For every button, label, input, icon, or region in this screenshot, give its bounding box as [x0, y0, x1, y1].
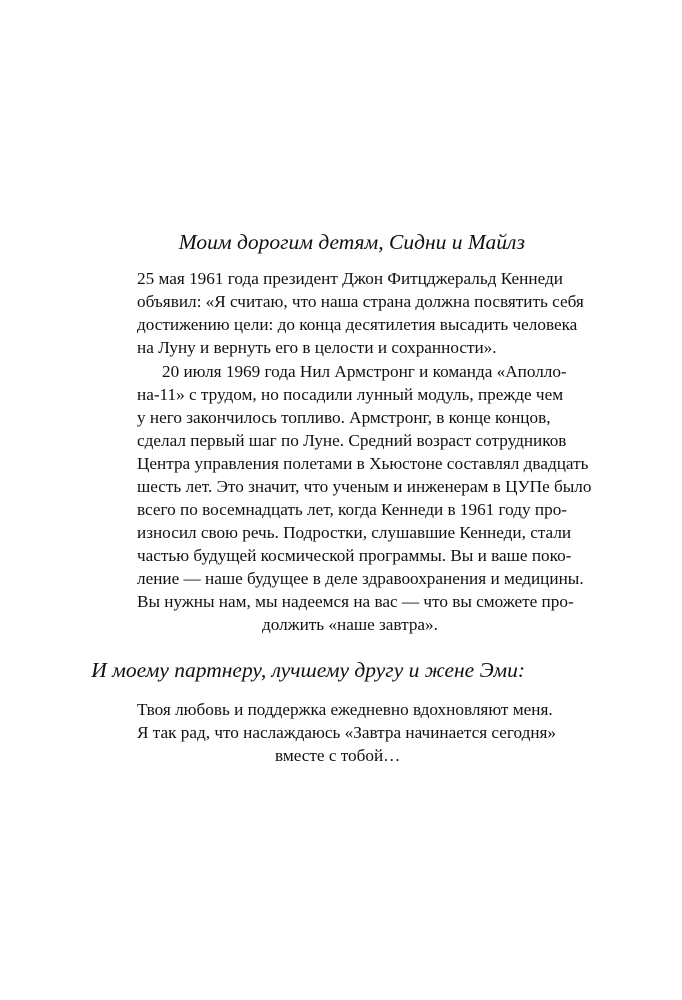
text-line: ление — наше будущее в деле здравоохранения и медицины.: [137, 569, 584, 588]
text-line: всего по восемнадцать лет, когда Кеннеди в 1961 году про-: [137, 500, 568, 519]
text-line: износил свою речь. Подростки, слушавшие Кеннеди, стали: [137, 523, 572, 542]
text-line: Вы нужны нам, мы надеемся на вас — что вы сможете про-: [137, 592, 574, 611]
text-line: на Луну и вернуть его в целости и сохранности».: [137, 338, 497, 357]
text-line: Я так рад, что наслаждаюсь «Завтра начинается сегодня»: [137, 723, 557, 742]
dedication-heading-wife: И моему партнеру, лучшему другу и жене Эми:: [91, 658, 525, 682]
text-line: сделал первый шаг по Луне. Средний возраст сотрудников: [137, 431, 567, 450]
text-line: у него закончилось топливо. Армстронг, в конце концов,: [137, 408, 551, 427]
text-line: шесть лет. Это значит, что ученым и инженерам в ЦУПе было: [137, 477, 592, 496]
text-line: достижению цели: до конца десятилетия высадить человека: [137, 315, 578, 334]
text-line: на-11» с трудом, но посадили лунный модуль, прежде чем: [137, 385, 564, 404]
text-line: 25 мая 1961 года президент Джон Фитцджеральд Кеннеди: [137, 269, 563, 288]
text-line: частью будущей космической программы. Вы и ваше поко-: [137, 546, 572, 565]
text-line: объявил: «Я считаю, что наша страна должна посвятить себя: [137, 292, 584, 311]
text-line: должить «наше завтра».: [262, 615, 438, 634]
text-line: Центра управления полетами в Хьюстоне составлял двадцать: [137, 454, 589, 473]
dedication-heading-children: Моим дорогим детям, Сидни и Майлз: [178, 230, 525, 254]
text-line: вместе с тобой…: [275, 746, 401, 765]
text-line: Твоя любовь и поддержка ежедневно вдохновляют меня.: [137, 700, 553, 719]
text-line: 20 июля 1969 года Нил Армстронг и команда «Аполло-: [162, 362, 567, 381]
